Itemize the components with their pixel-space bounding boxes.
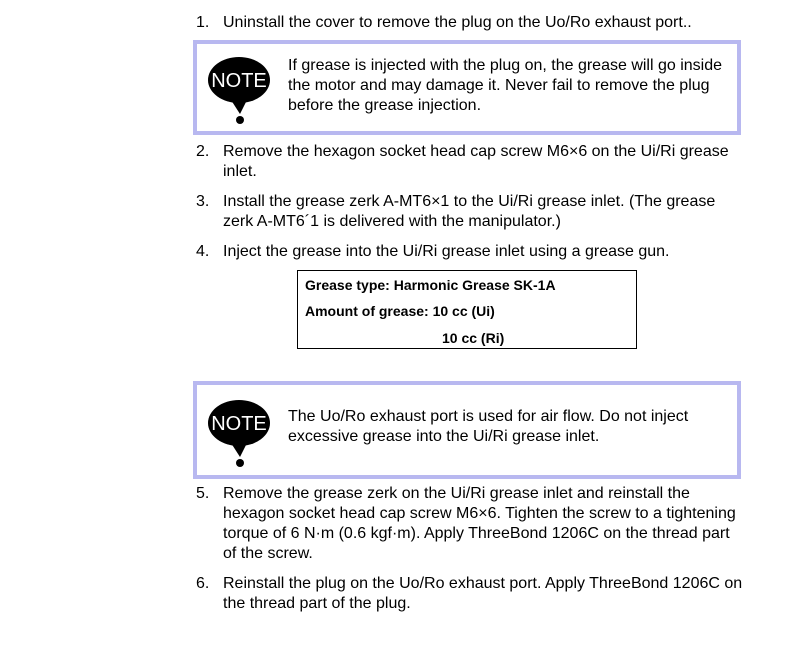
step-text: Remove the hexagon socket head cap screw M6×6 on the Ui/Ri grease inlet. [223, 143, 729, 180]
note-label: NOTE [211, 70, 267, 92]
grease-spec-table [297, 270, 637, 349]
step-number: 2. [196, 143, 210, 160]
note-box-2 [193, 381, 741, 479]
step-number: 1. [196, 14, 210, 31]
step-text: Install the grease zerk A-MT6×1 to the Ui/Ri grease inlet. (The grease zerk A-MT6´1 is delivered with the manipulator.) [223, 193, 716, 230]
note-icon [207, 54, 271, 124]
grease-amount-ui: Amount of grease: 10 cc (Ui) [305, 303, 495, 319]
step-6 [196, 574, 741, 614]
note-text: The Uo/Ro exhaust port is used for air flow. Do not inject excessive grease into the Ui/Ri grease inlet. [288, 408, 689, 445]
step-number: 4. [196, 243, 210, 260]
note-text: If grease is injected with the plug on, the grease will go inside the motor and may damage it. Never fail to remove the plug before the grease injection. [288, 57, 723, 114]
step-2 [196, 142, 741, 182]
note-box-1 [193, 40, 741, 135]
note-label: NOTE [211, 413, 267, 435]
note-icon [207, 397, 271, 467]
step-5 [196, 484, 741, 564]
step-number: 3. [196, 193, 210, 210]
step-text: Remove the grease zerk on the Ui/Ri grease inlet and reinstall the hexagon socket head cap screw M6×6. Tighten the screw to a tightening torque of 6 N·m (0.6 kgf·m). Apply ThreeBond 1206C on the thread part of the screw. [223, 485, 736, 562]
step-text: Reinstall the plug on the Uo/Ro exhaust port. Apply ThreeBond 1206C on the thread part of the plug. [223, 575, 743, 612]
step-3 [196, 192, 741, 232]
step-1 [196, 13, 741, 33]
grease-type: Grease type: Harmonic Grease SK-1A [305, 277, 556, 293]
step-text: Uninstall the cover to remove the plug on the Uo/Ro exhaust port.. [223, 14, 692, 31]
step-4 [196, 242, 741, 262]
step-number: 6. [196, 575, 210, 592]
grease-amount-ri: 10 cc (Ri) [442, 330, 505, 346]
step-number: 5. [196, 485, 210, 502]
step-text: Inject the grease into the Ui/Ri grease inlet using a grease gun. [223, 243, 670, 260]
